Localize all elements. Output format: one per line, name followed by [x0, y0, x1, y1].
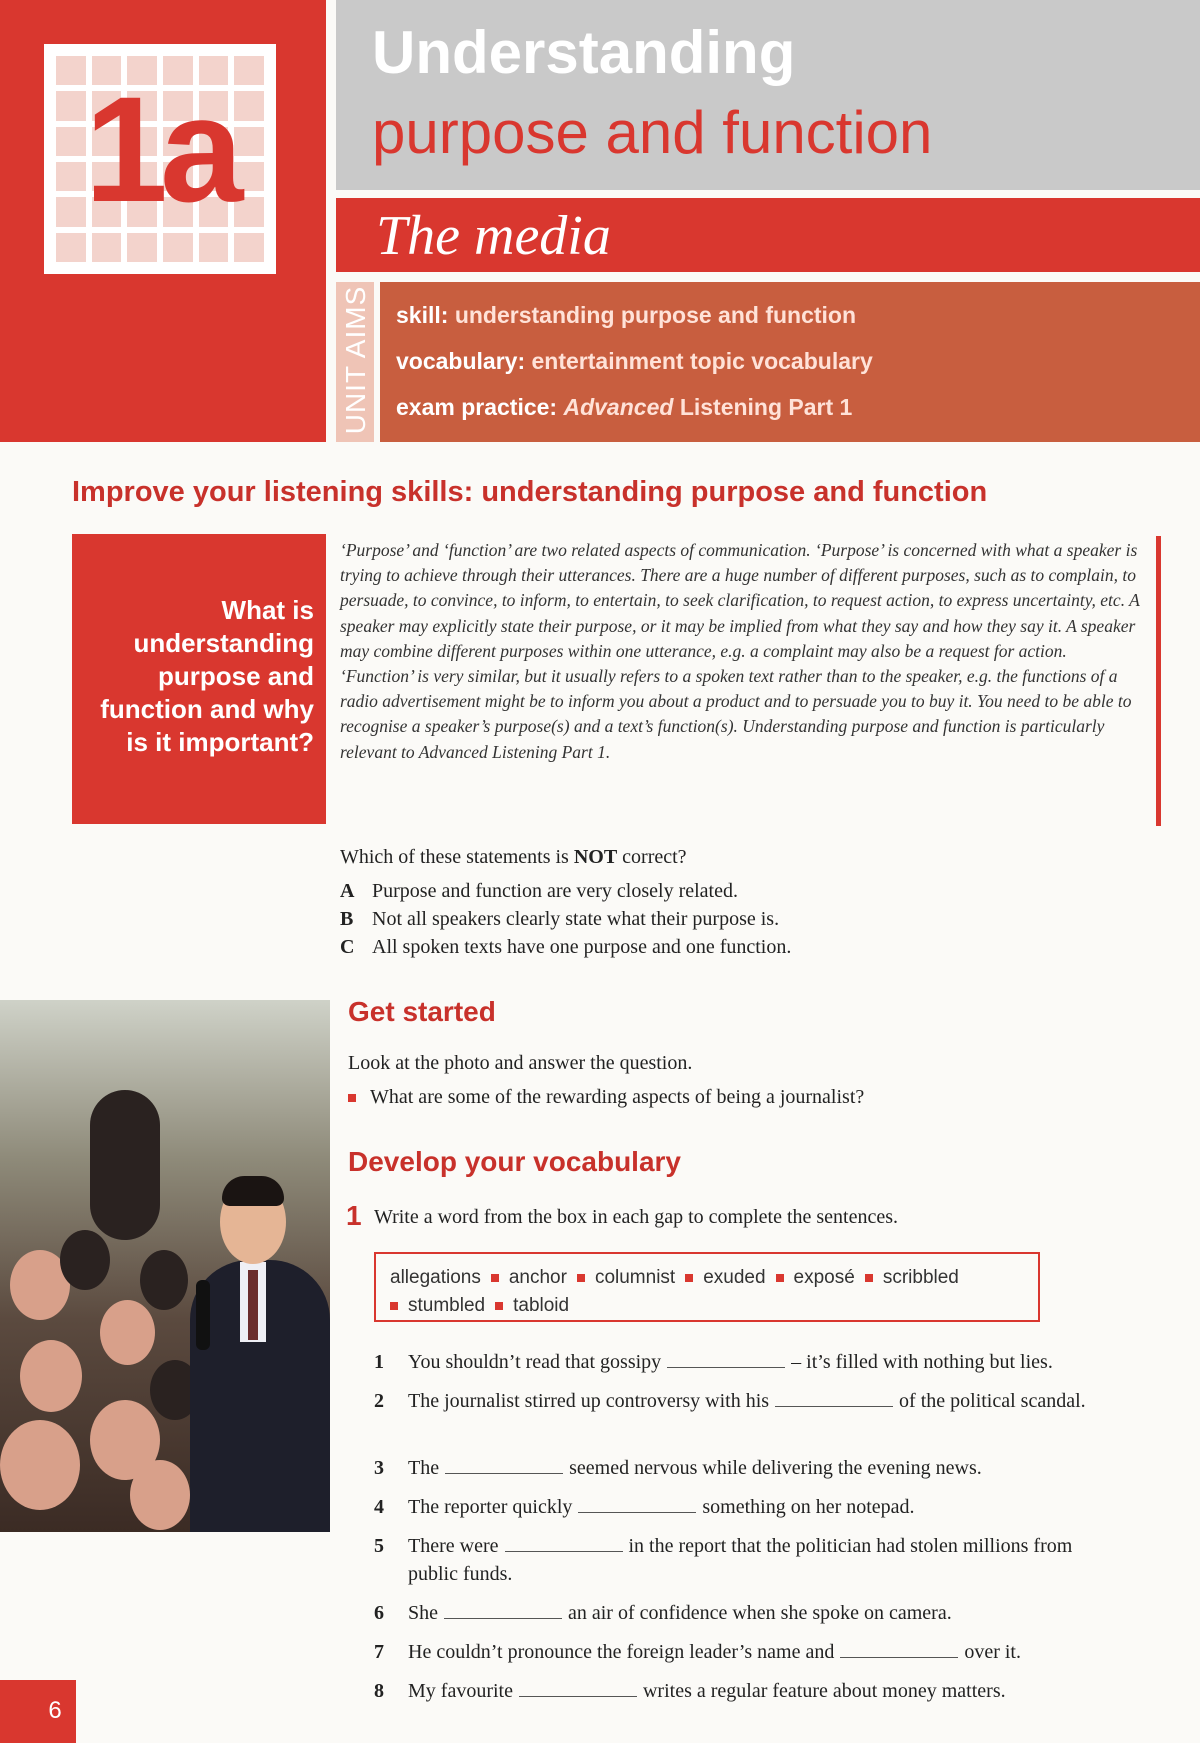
microphone-icon — [196, 1280, 210, 1350]
word-box-item: allegations — [390, 1267, 481, 1288]
sentence-item: 2 The journalist stirred up controversy with his of the political scandal. — [374, 1390, 1086, 1412]
answer-gap[interactable] — [519, 1695, 637, 1697]
explanation-bar — [1156, 536, 1161, 826]
sentence-item: 7 He couldn’t pronounce the foreign leader’s name and over it. — [374, 1641, 1021, 1663]
exercise-number: 1 — [346, 1200, 362, 1231]
section-heading-improve: Improve your listening skills: understanding purpose and function — [72, 476, 988, 508]
word-box-item: anchor — [508, 1267, 567, 1288]
unit-aims-strip — [336, 282, 374, 442]
sentence-item: 5 There were in the report that the politician had stolen millions from public funds. — [374, 1535, 1073, 1585]
word-box-item: columnist — [594, 1267, 676, 1288]
page-title-line1: Understanding — [372, 19, 796, 86]
section-heading-vocabulary: Develop your vocabulary — [348, 1146, 682, 1177]
unit-badge — [44, 44, 276, 274]
explanation-text: ‘Purpose’ and ‘function’ are two related aspects of communication. ‘Purpose’ is concerned with what a speaker is trying to achieve through their utterances. There are a huge number of different purposes, such as to complain, to persuade, to convince, to inform, to entertain, to seek clarification, to request action, to express uncertainty, etc. A speaker may explicitly state their purpose, or it may be implied from what they say and how they say it. A speaker may combine different purposes within one utterance, e.g. a complaint may also be a request for action. ‘Function’ is very similar, but it usually refers to a spoken text rather than to the speaker, e.g. the functions of a radio advertisement might be to inform you about a product and to persuade you to buy it. You need to be able to recognise a speaker’s purpose(s) and a text’s function(s). Understanding purpose and function is particularly relevant to Advanced Listening Part 1. — [340, 540, 1140, 762]
comprehension-question: Which of these statements is NOT correct? — [340, 846, 687, 868]
sentence-item: 8 My favourite writes a regular feature about money matters. — [374, 1680, 1006, 1702]
exercise-instruction: Write a word from the box in each gap to complete the sentences. — [374, 1206, 899, 1228]
answer-gap[interactable] — [840, 1656, 958, 1658]
word-box-item: scribbled — [882, 1267, 959, 1288]
sentence-item: 4 The reporter quickly something on her notepad. — [374, 1496, 915, 1518]
word-box-item: exposé — [793, 1267, 855, 1288]
unit-aims-label: UNIT AIMS — [340, 285, 371, 435]
bullet-icon — [348, 1094, 356, 1102]
section-heading-get-started: Get started — [348, 996, 496, 1027]
aim-exam-practice: exam practice: Advanced Listening Part 1 — [396, 394, 853, 420]
unit-number: 1a — [84, 65, 236, 233]
get-started-instruction: Look at the photo and answer the question. — [348, 1052, 693, 1074]
sentence-item: 6 She an air of confidence when she spoke on camera. — [374, 1602, 952, 1624]
word-box — [374, 1252, 1040, 1322]
question-box — [72, 534, 326, 824]
word-box-item: exuded — [703, 1267, 766, 1288]
get-started-question: What are some of the rewarding aspects of being a journalist? — [348, 1086, 864, 1109]
unit-subtitle: The media — [376, 205, 611, 267]
answer-gap[interactable] — [445, 1472, 563, 1474]
answer-gap[interactable] — [775, 1405, 893, 1407]
word-box-item: tabloid — [513, 1295, 570, 1316]
page-number: 6 — [48, 1697, 62, 1724]
option-a: A Purpose and function are very closely related. — [340, 880, 738, 902]
option-c: C All spoken texts have one purpose and one function. — [340, 936, 792, 958]
page-title-line2: purpose and function — [372, 99, 933, 166]
answer-gap[interactable] — [578, 1511, 696, 1513]
answer-gap[interactable] — [667, 1366, 785, 1368]
sentence-item: 3 The seemed nervous while delivering the evening news. — [374, 1457, 982, 1479]
option-b: B Not all speakers clearly state what their purpose is. — [340, 908, 780, 930]
answer-gap[interactable] — [505, 1550, 623, 1552]
aim-skill: skill: understanding purpose and function — [396, 302, 857, 328]
aim-vocabulary: vocabulary: entertainment topic vocabulary — [396, 348, 873, 374]
question-box-text: What is understanding purpose and function and why is it important? — [100, 595, 314, 757]
journalist-photo — [0, 1000, 330, 1532]
sentence-item: 1 You shouldn’t read that gossipy – it’s filled with nothing but lies. — [374, 1351, 1053, 1373]
word-box-item: stumbled — [408, 1295, 486, 1316]
answer-gap[interactable] — [444, 1617, 562, 1619]
